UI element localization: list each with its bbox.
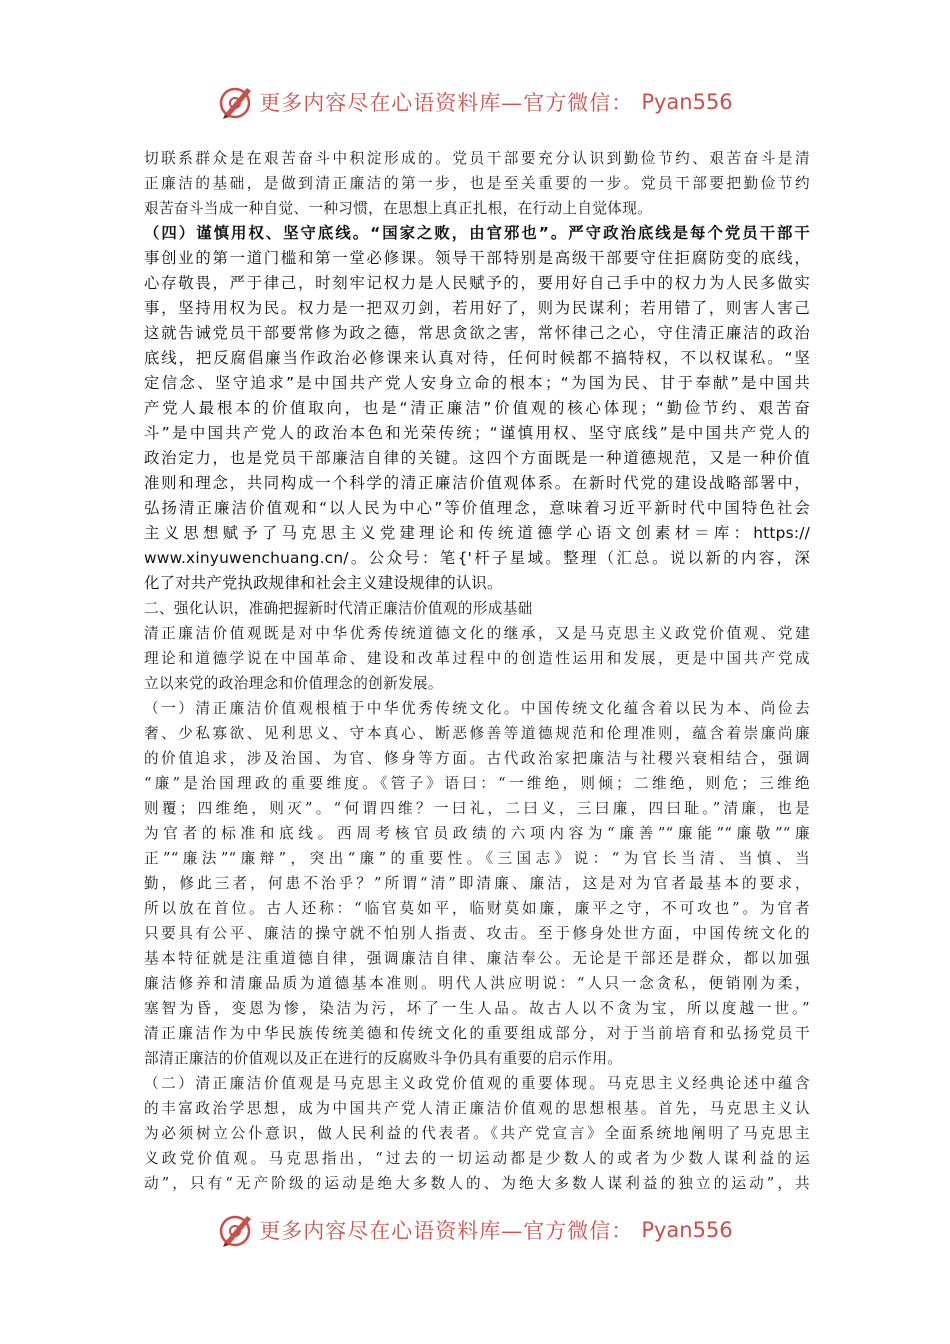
text-line: 立以来党的政治理念和价值理念的创新发展。: [144, 675, 443, 692]
text-line: 产党人最根本的价值取向，也是“清正廉洁”价值观的核心体现；“勤俭节约、艰苦奋: [144, 399, 810, 417]
text-line: 定信念、坚守追求”是中国共产党人安身立命的根本；“为国为民、甘于奉献”是中国共: [144, 374, 810, 392]
text-line: 清正廉洁作为中华民族传统美德和传统文化的重要组成部分，对于当前培育和弘扬党员干: [144, 1025, 810, 1042]
text-line: 勤，修此三者，何患不治乎？”所谓“清”即清廉、廉洁，这是对为官者最基本的要求，: [144, 875, 810, 892]
text-line: 部清正廉洁的价值观以及正在进行的反腐败斗争仍具有重要的启示作用。: [144, 1050, 623, 1067]
pen-logo-icon: [217, 1210, 257, 1250]
text-line: 理论和道德学说在中国革命、建设和改革过程中的创造性运用和发展，更是中国共产党成: [144, 650, 810, 667]
header-wechat-id: Pyan556: [641, 90, 733, 114]
text-line: 为必须树立公仆意识，做人民利益的代表者。《共产党宣言》全面系统地阐明了马克思主: [144, 1125, 810, 1142]
text-line: 准则和理念，共同构成一个科学的清正廉洁价值观体系。在新时代党的建设战略部署中，: [144, 474, 810, 492]
footer-banner-text: 更多内容尽在心语资料库—官方微信：: [259, 1219, 634, 1243]
text-line: 义政党价值观。马克思指出，“过去的一切运动都是少数人的或者为少数人谋利益的运: [144, 1150, 810, 1167]
header-banner-text: 更多内容尽在心语资料库—官方微信：: [259, 91, 634, 115]
text-line: 正廉洁的基础，是做到清正廉洁的第一步，也是至关重要的一步。党员干部要把勤俭节约: [144, 175, 810, 192]
text-line: （二）清正廉洁价值观是马克思主义政党价值观的重要体现。马克思主义经典论述中蕴含: [144, 1075, 810, 1092]
text-line: 动”，只有“无产阶级的运动是绝大多数人的、为绝大多数人谋利益的独立的运动”，共: [144, 1175, 810, 1192]
text-line: 所以放在首位。古人还称：“临官莫如平，临财莫如廉，廉平之守，不可攻也”。为官者: [144, 900, 810, 917]
text-line: www.xinyuwenchuang.cn/。公众号：笔{'杆子星域。整理（汇总。说以新的内容，深: [144, 549, 810, 567]
text-line: 事创业的第一道门槛和第一堂必修课。领导干部特别是高级干部要守住拒腐防变的底线，: [144, 249, 810, 267]
text-line: 化了对共产党执政规律和社会主义建设规律的认识。: [144, 574, 503, 592]
text-line: 斗”是中国共产党人的政治本色和光荣传统；“谨慎用权、坚守底线”是中国共产党人的: [144, 424, 810, 442]
text-line: 这就告诫党员干部要常修为政之德，常思贪欲之害，常怀律己之心，守住清正廉洁的政治: [144, 324, 810, 342]
text-line: 正”“廉法”“廉辩”，突出“廉”的重要性。《三国志》说：“为官长当清、当慎、当: [144, 850, 810, 867]
text-line: 则覆；四维绝，则灭”。“何谓四维？一曰礼，二曰义，三曰廉，四曰耻。”清廉，也是: [144, 800, 810, 817]
header-banner: [0, 80, 950, 124]
section-heading: 二、强化认识，准确把握新时代清正廉洁价值观的形成基础: [144, 600, 533, 617]
pen-logo-icon: [217, 82, 257, 122]
text-line: “廉”是治国理政的重要维度。《管子》语曰：“一维绝，则倾；二维绝，则危；三维绝: [144, 775, 810, 792]
text-line: 主义思想赋予了马克思主义党建理论和传统道德学心语文创素材＝库：https://: [144, 524, 810, 542]
text-line: 事，坚持用权为民。权力是一把双刃剑，若用好了，则为民谋利；若用错了，则害人害己: [144, 299, 810, 317]
text-line: 心存敬畏，严于律己，时刻牢记权力是人民赋予的，要用好自己手中的权力为人民多做实: [144, 274, 810, 292]
text-line: 清正廉洁价值观既是对中华优秀传统道德文化的继承，又是马克思主义政党价值观、党建: [144, 625, 810, 642]
text-line: （四）谨慎用权、坚守底线。“国家之败，由官邪也”。严守政治底线是每个党员干部干: [144, 224, 810, 242]
text-line: 切联系群众是在艰苦奋斗中积淀形成的。党员干部要充分认识到勤俭节约、艰苦奋斗是清: [144, 150, 810, 167]
text-line: 艰苦奋斗当成一种自觉、一种习惯，在思想上真正扎根，在行动上自觉体现。: [144, 200, 653, 217]
text-line: 政治定力，也是党员干部廉洁自律的关键。这四个方面既是一种道德规范，又是一种价值: [144, 449, 810, 467]
footer-banner: [0, 1208, 950, 1252]
text-line: 只要具有公平、廉洁的操守就不怕别人指责、攻击。至于修身处世方面，中国传统文化的: [144, 925, 810, 942]
text-line: 底线，把反腐倡廉当作政治必修课来认真对待，任何时候都不搞特权，不以权谋私。“坚: [144, 349, 810, 367]
text-line: 塞智为昏，变恩为惨，染洁为污，坏了一生人品。故古人以不贪为宝，所以度越一世。”: [144, 1000, 810, 1017]
text-line: 基本特征就是注重道德自律，强调廉洁自律、廉洁奉公。无论是干部还是群众，都以加强: [144, 950, 810, 967]
text-line: 为官者的标准和底线。西周考核官员政绩的六项内容为“廉善”“廉能”“廉敬”“廉: [144, 825, 810, 842]
text-line: 弘扬清正廉洁价值观和“以人民为中心”等价值理念，意味着习近平新时代中国特色社会: [144, 499, 810, 517]
text-line: 廉洁修养和清廉品质为道德基本准则。明代人洪应明说：“人只一念贪私，便销刚为柔，: [144, 975, 810, 992]
text-line: 奢、少私寡欲、见利思义、守本真心、断恶修善等道德规范和伦理准则，蕴含着崇廉尚廉: [144, 725, 810, 742]
document-body: [144, 146, 810, 1196]
text-line: 的价值追求，涉及治国、为官、修身等方面。古代政治家把廉洁与社稷兴衰相结合，强调: [144, 750, 810, 767]
footer-wechat-id: Pyan556: [641, 1218, 733, 1242]
text-line: 的丰富政治学思想，成为中国共产党人清正廉洁价值观的思想根基。首先，马克思主义认: [144, 1100, 810, 1117]
text-line: （一）清正廉洁价值观根植于中华优秀传统文化。中国传统文化蕴含着以民为本、尚俭去: [144, 700, 810, 717]
